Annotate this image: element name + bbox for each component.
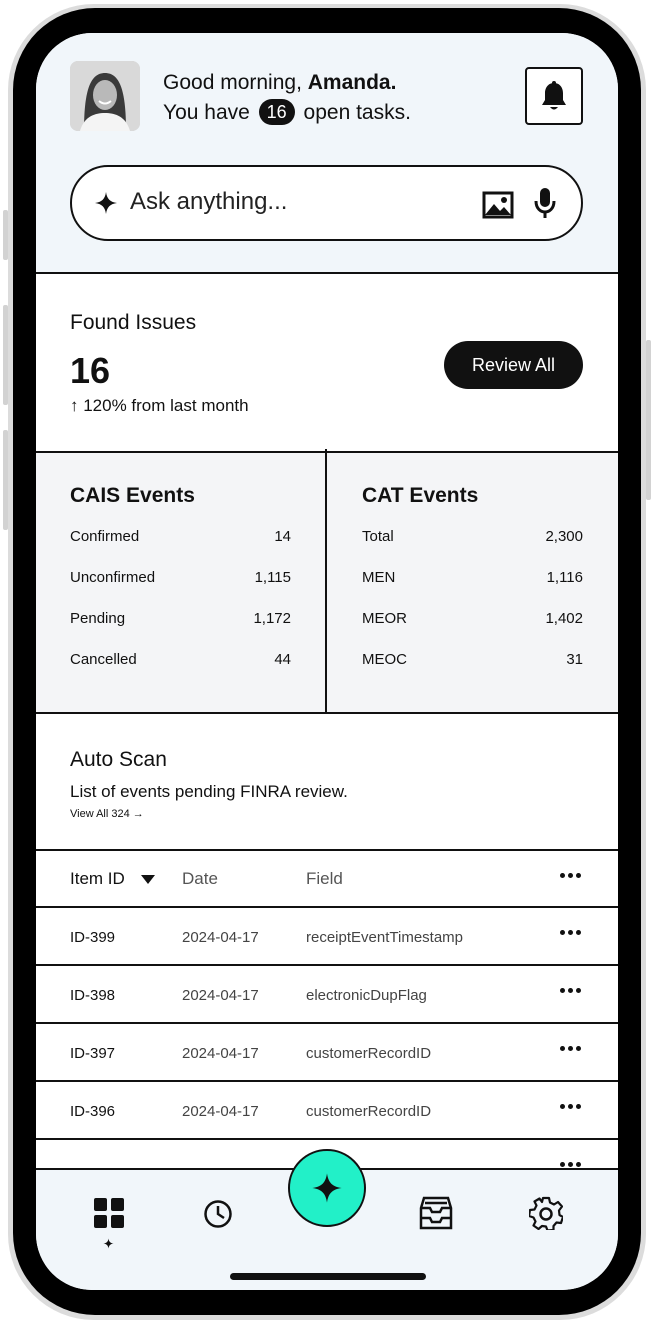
table-row[interactable]: [36, 1082, 618, 1140]
cat-row: [362, 651, 583, 668]
cais-row-label: Pending: [70, 610, 126, 627]
search-placeholder: Ask anything...: [130, 188, 288, 215]
row-item-id: ID-398: [70, 987, 116, 1004]
phone-side-button: [3, 305, 8, 405]
cais-row: [70, 610, 291, 627]
column-header-field[interactable]: Field: [306, 869, 343, 888]
view-all-link[interactable]: View All 324 →: [70, 808, 144, 820]
cat-row-label: Total: [362, 528, 394, 545]
row-date: 2024-04-17: [182, 929, 259, 946]
settings-gear-icon[interactable]: [529, 1196, 563, 1230]
more-options-icon[interactable]: [560, 1104, 581, 1109]
more-options-icon[interactable]: [560, 988, 581, 993]
more-options-icon[interactable]: [560, 1162, 581, 1167]
cais-row-label: Unconfirmed: [70, 569, 156, 586]
cat-row-label: MEOC: [362, 651, 407, 668]
row-field: customerRecordID: [306, 1045, 432, 1062]
row-field: receiptEventTimestamp: [306, 929, 464, 946]
phone-side-button: [3, 430, 8, 530]
cais-row: [70, 569, 291, 586]
notifications-button[interactable]: [525, 67, 583, 125]
cais-row-label: Confirmed: [70, 528, 140, 545]
row-field: customerRecordID: [306, 1103, 432, 1120]
avatar[interactable]: [70, 61, 140, 131]
tasks-suffix: open tasks.: [303, 101, 411, 124]
table-row[interactable]: [36, 1024, 618, 1082]
row-item-id: ID-399: [70, 929, 116, 946]
cais-row-value: 44: [274, 651, 291, 668]
auto-scan-title: Auto Scan: [70, 748, 167, 771]
cais-row-label: Cancelled: [70, 651, 137, 668]
cat-row-value: 2,300: [545, 528, 583, 545]
found-issues-delta: ↑ 120% from last month: [70, 396, 249, 415]
active-indicator-icon: [103, 1238, 114, 1249]
column-header-date[interactable]: Date: [182, 869, 218, 888]
ai-sparkle-icon: [311, 1172, 343, 1204]
more-options-icon[interactable]: [560, 1046, 581, 1051]
found-issues-title: Found Issues: [70, 311, 197, 334]
row-date: 2024-04-17: [182, 1103, 259, 1120]
cat-row: [362, 610, 583, 627]
more-options-icon[interactable]: [560, 930, 581, 935]
home-indicator[interactable]: [230, 1273, 426, 1280]
open-tasks-badge[interactable]: 16: [259, 99, 295, 125]
more-options-icon[interactable]: [560, 873, 581, 878]
image-upload-icon[interactable]: [482, 191, 514, 219]
microphone-icon[interactable]: [534, 187, 556, 219]
greeting-text: [163, 68, 411, 128]
auto-scan-subtitle: List of events pending FINRA review.: [70, 782, 348, 801]
cais-row-value: 14: [274, 528, 291, 545]
tasks-prefix: You have: [163, 101, 250, 124]
cat-row-value: 1,116: [546, 569, 583, 586]
history-icon[interactable]: [203, 1199, 233, 1229]
cat-row-label: MEN: [362, 569, 396, 586]
found-issues-count: 16: [70, 350, 111, 391]
phone-side-button: [646, 340, 651, 500]
row-field: electronicDupFlag: [306, 987, 427, 1004]
sort-down-icon[interactable]: [141, 875, 155, 884]
greeting-prefix: Good morning,: [163, 71, 308, 94]
review-all-button[interactable]: Review All: [444, 341, 583, 389]
cat-row-label: MEOR: [362, 610, 407, 627]
row-item-id: ID-396: [70, 1103, 116, 1120]
cat-row-value: 31: [566, 651, 583, 668]
user-name: Amanda.: [307, 71, 397, 94]
cat-events-title: CAT Events: [362, 484, 479, 507]
cais-row: [70, 651, 291, 668]
cais-events-title: CAIS Events: [70, 484, 195, 507]
table-row[interactable]: [36, 966, 618, 1024]
inbox-tray-icon[interactable]: [419, 1196, 453, 1230]
ask-anything-bar[interactable]: [70, 165, 583, 241]
row-date: 2024-04-17: [182, 987, 259, 1004]
cat-row-value: 1,402: [545, 610, 583, 627]
phone-side-button: [3, 210, 8, 260]
bell-icon: [540, 81, 568, 111]
cais-row-value: 1,115: [254, 569, 291, 586]
cais-row-value: 1,172: [253, 610, 291, 627]
table-row[interactable]: [36, 908, 618, 966]
cais-row: [70, 528, 291, 545]
column-header-item-id[interactable]: Item ID: [70, 869, 125, 888]
cat-row: [362, 528, 583, 545]
row-item-id: ID-397: [70, 1045, 116, 1062]
found-issues-card: [36, 274, 618, 453]
events-summary: [36, 453, 618, 714]
sparkle-icon: [94, 191, 118, 215]
cat-row: [362, 569, 583, 586]
header-section: [36, 33, 618, 274]
table-header: [36, 851, 618, 908]
ai-assistant-button[interactable]: [288, 1149, 366, 1227]
app-screen: [36, 33, 618, 1290]
dashboard-icon[interactable]: [94, 1198, 124, 1228]
events-divider: [325, 449, 327, 714]
auto-scan-section: [36, 714, 618, 851]
row-date: 2024-04-17: [182, 1045, 259, 1062]
